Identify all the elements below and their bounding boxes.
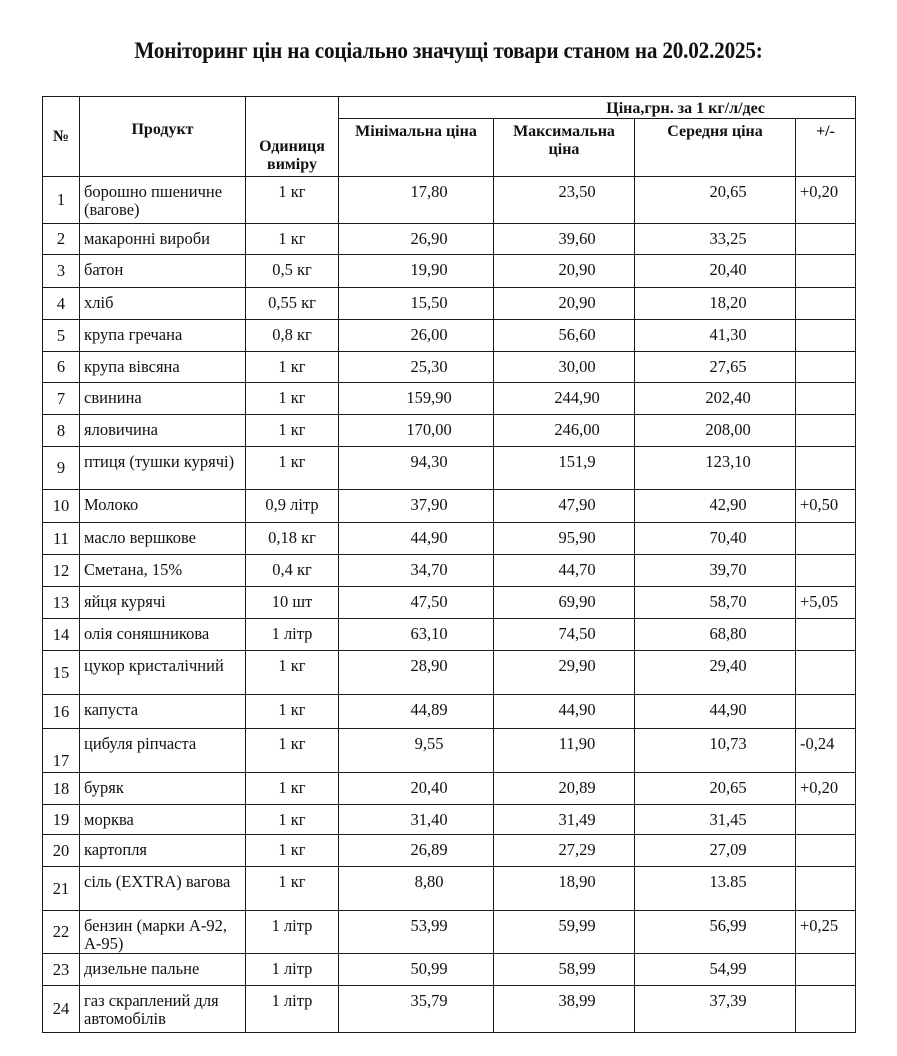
unit: 1 кг (246, 695, 339, 729)
product-name: борошно пшеничне (вагове) (80, 177, 246, 224)
min-price: 35,79 (339, 986, 494, 1033)
price-change (796, 651, 856, 695)
avg-price: 18,20 (635, 288, 796, 320)
header-change: +/- (796, 119, 856, 177)
product-name: свинина (80, 383, 246, 415)
max-price: 20,90 (494, 288, 635, 320)
max-price: 23,50 (494, 177, 635, 224)
table-row (43, 805, 856, 835)
min-price: 53,99 (339, 911, 494, 954)
row-number: 5 (43, 320, 80, 352)
avg-price: 13.85 (635, 867, 796, 911)
price-change (796, 224, 856, 255)
avg-price: 10,73 (635, 729, 796, 773)
avg-price: 68,80 (635, 619, 796, 651)
table-row (43, 773, 856, 805)
price-change: +0,50 (796, 490, 856, 523)
price-change (796, 383, 856, 415)
product-name: цибуля ріпчаста (80, 729, 246, 773)
row-number: 2 (43, 224, 80, 255)
max-price: 44,90 (494, 695, 635, 729)
table-row (43, 729, 856, 773)
product-name: Молоко (80, 490, 246, 523)
product-name: макаронні вироби (80, 224, 246, 255)
avg-price: 56,99 (635, 911, 796, 954)
max-price: 95,90 (494, 523, 635, 555)
table-header (43, 97, 856, 177)
unit: 1 кг (246, 773, 339, 805)
min-price: 28,90 (339, 651, 494, 695)
avg-price: 54,99 (635, 954, 796, 986)
max-price: 20,89 (494, 773, 635, 805)
row-number: 15 (43, 651, 80, 695)
avg-price: 27,09 (635, 835, 796, 867)
avg-price: 70,40 (635, 523, 796, 555)
header-product: Продукт (80, 97, 246, 177)
product-name: бензин (марки А-92, А-95) (80, 911, 246, 954)
price-monitoring-table (42, 96, 856, 1033)
unit: 0,18 кг (246, 523, 339, 555)
price-change (796, 695, 856, 729)
product-name: яловичина (80, 415, 246, 447)
max-price: 11,90 (494, 729, 635, 773)
avg-price: 41,30 (635, 320, 796, 352)
max-price: 58,99 (494, 954, 635, 986)
price-change: -0,24 (796, 729, 856, 773)
table-row (43, 255, 856, 288)
price-change: +0,25 (796, 911, 856, 954)
avg-price: 37,39 (635, 986, 796, 1033)
row-number: 11 (43, 523, 80, 555)
avg-price: 123,10 (635, 447, 796, 490)
table-row (43, 954, 856, 986)
unit: 1 кг (246, 447, 339, 490)
product-name: сіль (EXTRA) вагова (80, 867, 246, 911)
table-row (43, 224, 856, 255)
unit: 1 кг (246, 867, 339, 911)
row-number: 6 (43, 352, 80, 383)
unit: 1 кг (246, 729, 339, 773)
avg-price: 39,70 (635, 555, 796, 587)
unit: 1 кг (246, 805, 339, 835)
min-price: 47,50 (339, 587, 494, 619)
max-price: 74,50 (494, 619, 635, 651)
min-price: 50,99 (339, 954, 494, 986)
unit: 0,4 кг (246, 555, 339, 587)
min-price: 19,90 (339, 255, 494, 288)
unit: 1 кг (246, 383, 339, 415)
row-number: 18 (43, 773, 80, 805)
unit: 0,9 літр (246, 490, 339, 523)
price-change (796, 523, 856, 555)
max-price: 29,90 (494, 651, 635, 695)
table-row (43, 352, 856, 383)
row-number: 13 (43, 587, 80, 619)
min-price: 44,89 (339, 695, 494, 729)
avg-price: 33,25 (635, 224, 796, 255)
avg-price: 58,70 (635, 587, 796, 619)
min-price: 63,10 (339, 619, 494, 651)
table-row (43, 587, 856, 619)
min-price: 170,00 (339, 415, 494, 447)
product-name: птиця (тушки курячі) (80, 447, 246, 490)
row-number: 7 (43, 383, 80, 415)
product-name: картопля (80, 835, 246, 867)
min-price: 15,50 (339, 288, 494, 320)
row-number: 1 (43, 177, 80, 224)
product-name: яйця курячі (80, 587, 246, 619)
avg-price: 27,65 (635, 352, 796, 383)
unit: 1 літр (246, 954, 339, 986)
table-row (43, 415, 856, 447)
row-number: 24 (43, 986, 80, 1033)
min-price: 37,90 (339, 490, 494, 523)
product-name: хліб (80, 288, 246, 320)
price-change (796, 986, 856, 1033)
unit: 1 кг (246, 651, 339, 695)
row-number: 17 (43, 729, 80, 773)
row-number: 12 (43, 555, 80, 587)
row-number: 22 (43, 911, 80, 954)
row-number: 19 (43, 805, 80, 835)
unit: 1 кг (246, 224, 339, 255)
product-name: дизельне пальне (80, 954, 246, 986)
unit: 1 літр (246, 986, 339, 1033)
price-change (796, 867, 856, 911)
price-change: +5,05 (796, 587, 856, 619)
page-title: Моніторинг цін на соціально значущі товари станом на 20.02.2025: (134, 38, 763, 63)
table-row (43, 320, 856, 352)
price-change (796, 954, 856, 986)
product-name: цукор кристалічний (80, 651, 246, 695)
product-name: крупа гречана (80, 320, 246, 352)
row-number: 9 (43, 447, 80, 490)
min-price: 17,80 (339, 177, 494, 224)
price-change (796, 255, 856, 288)
row-number: 3 (43, 255, 80, 288)
header-number: № (43, 97, 80, 177)
max-price: 59,99 (494, 911, 635, 954)
row-number: 20 (43, 835, 80, 867)
price-change: +0,20 (796, 773, 856, 805)
price-change (796, 352, 856, 383)
unit: 1 літр (246, 911, 339, 954)
price-change (796, 619, 856, 651)
header-max-price: Максимальна ціна (494, 119, 635, 177)
min-price: 25,30 (339, 352, 494, 383)
unit: 10 шт (246, 587, 339, 619)
unit: 1 кг (246, 352, 339, 383)
max-price: 27,29 (494, 835, 635, 867)
price-change (796, 805, 856, 835)
unit: 0,8 кг (246, 320, 339, 352)
min-price: 94,30 (339, 447, 494, 490)
price-change: +0,20 (796, 177, 856, 224)
product-name: газ скраплений для автомобілів (80, 986, 246, 1033)
table-row (43, 867, 856, 911)
table-row (43, 177, 856, 224)
min-price: 26,89 (339, 835, 494, 867)
min-price: 26,00 (339, 320, 494, 352)
unit: 1 кг (246, 835, 339, 867)
avg-price: 20,65 (635, 177, 796, 224)
table-body (43, 177, 856, 1033)
header-price-group: Ціна,грн. за 1 кг/л/дес (339, 97, 856, 119)
min-price: 8,80 (339, 867, 494, 911)
table-row (43, 288, 856, 320)
max-price: 39,60 (494, 224, 635, 255)
table-row (43, 986, 856, 1033)
header-min-price: Мінімальна ціна (339, 119, 494, 177)
min-price: 44,90 (339, 523, 494, 555)
table-row (43, 651, 856, 695)
max-price: 69,90 (494, 587, 635, 619)
max-price: 44,70 (494, 555, 635, 587)
table-row (43, 555, 856, 587)
header-avg-price: Середня ціна (635, 119, 796, 177)
min-price: 31,40 (339, 805, 494, 835)
price-change (796, 835, 856, 867)
price-change (796, 555, 856, 587)
avg-price: 29,40 (635, 651, 796, 695)
max-price: 30,00 (494, 352, 635, 383)
avg-price: 20,65 (635, 773, 796, 805)
unit: 1 кг (246, 177, 339, 224)
max-price: 56,60 (494, 320, 635, 352)
avg-price: 202,40 (635, 383, 796, 415)
min-price: 9,55 (339, 729, 494, 773)
max-price: 38,99 (494, 986, 635, 1033)
max-price: 18,90 (494, 867, 635, 911)
price-change (796, 320, 856, 352)
table-row (43, 447, 856, 490)
unit: 1 літр (246, 619, 339, 651)
product-name: Сметана, 15% (80, 555, 246, 587)
avg-price: 208,00 (635, 415, 796, 447)
row-number: 23 (43, 954, 80, 986)
avg-price: 20,40 (635, 255, 796, 288)
product-name: батон (80, 255, 246, 288)
product-name: буряк (80, 773, 246, 805)
max-price: 20,90 (494, 255, 635, 288)
price-change (796, 447, 856, 490)
price-change (796, 288, 856, 320)
table-row (43, 383, 856, 415)
avg-price: 31,45 (635, 805, 796, 835)
avg-price: 44,90 (635, 695, 796, 729)
row-number: 14 (43, 619, 80, 651)
min-price: 20,40 (339, 773, 494, 805)
min-price: 26,90 (339, 224, 494, 255)
table-row (43, 619, 856, 651)
unit: 0,55 кг (246, 288, 339, 320)
table-row (43, 523, 856, 555)
table-row (43, 695, 856, 729)
unit: 1 кг (246, 415, 339, 447)
max-price: 151,9 (494, 447, 635, 490)
min-price: 34,70 (339, 555, 494, 587)
row-number: 8 (43, 415, 80, 447)
table-row (43, 490, 856, 523)
product-name: олія соняшникова (80, 619, 246, 651)
product-name: масло вершкове (80, 523, 246, 555)
max-price: 246,00 (494, 415, 635, 447)
table-row (43, 835, 856, 867)
product-name: морква (80, 805, 246, 835)
row-number: 4 (43, 288, 80, 320)
header-unit: Одиниця виміру (246, 97, 339, 177)
max-price: 47,90 (494, 490, 635, 523)
max-price: 244,90 (494, 383, 635, 415)
product-name: капуста (80, 695, 246, 729)
avg-price: 42,90 (635, 490, 796, 523)
min-price: 159,90 (339, 383, 494, 415)
max-price: 31,49 (494, 805, 635, 835)
price-change (796, 415, 856, 447)
row-number: 16 (43, 695, 80, 729)
table-row (43, 911, 856, 954)
row-number: 10 (43, 490, 80, 523)
row-number: 21 (43, 867, 80, 911)
product-name: крупа вівсяна (80, 352, 246, 383)
unit: 0,5 кг (246, 255, 339, 288)
